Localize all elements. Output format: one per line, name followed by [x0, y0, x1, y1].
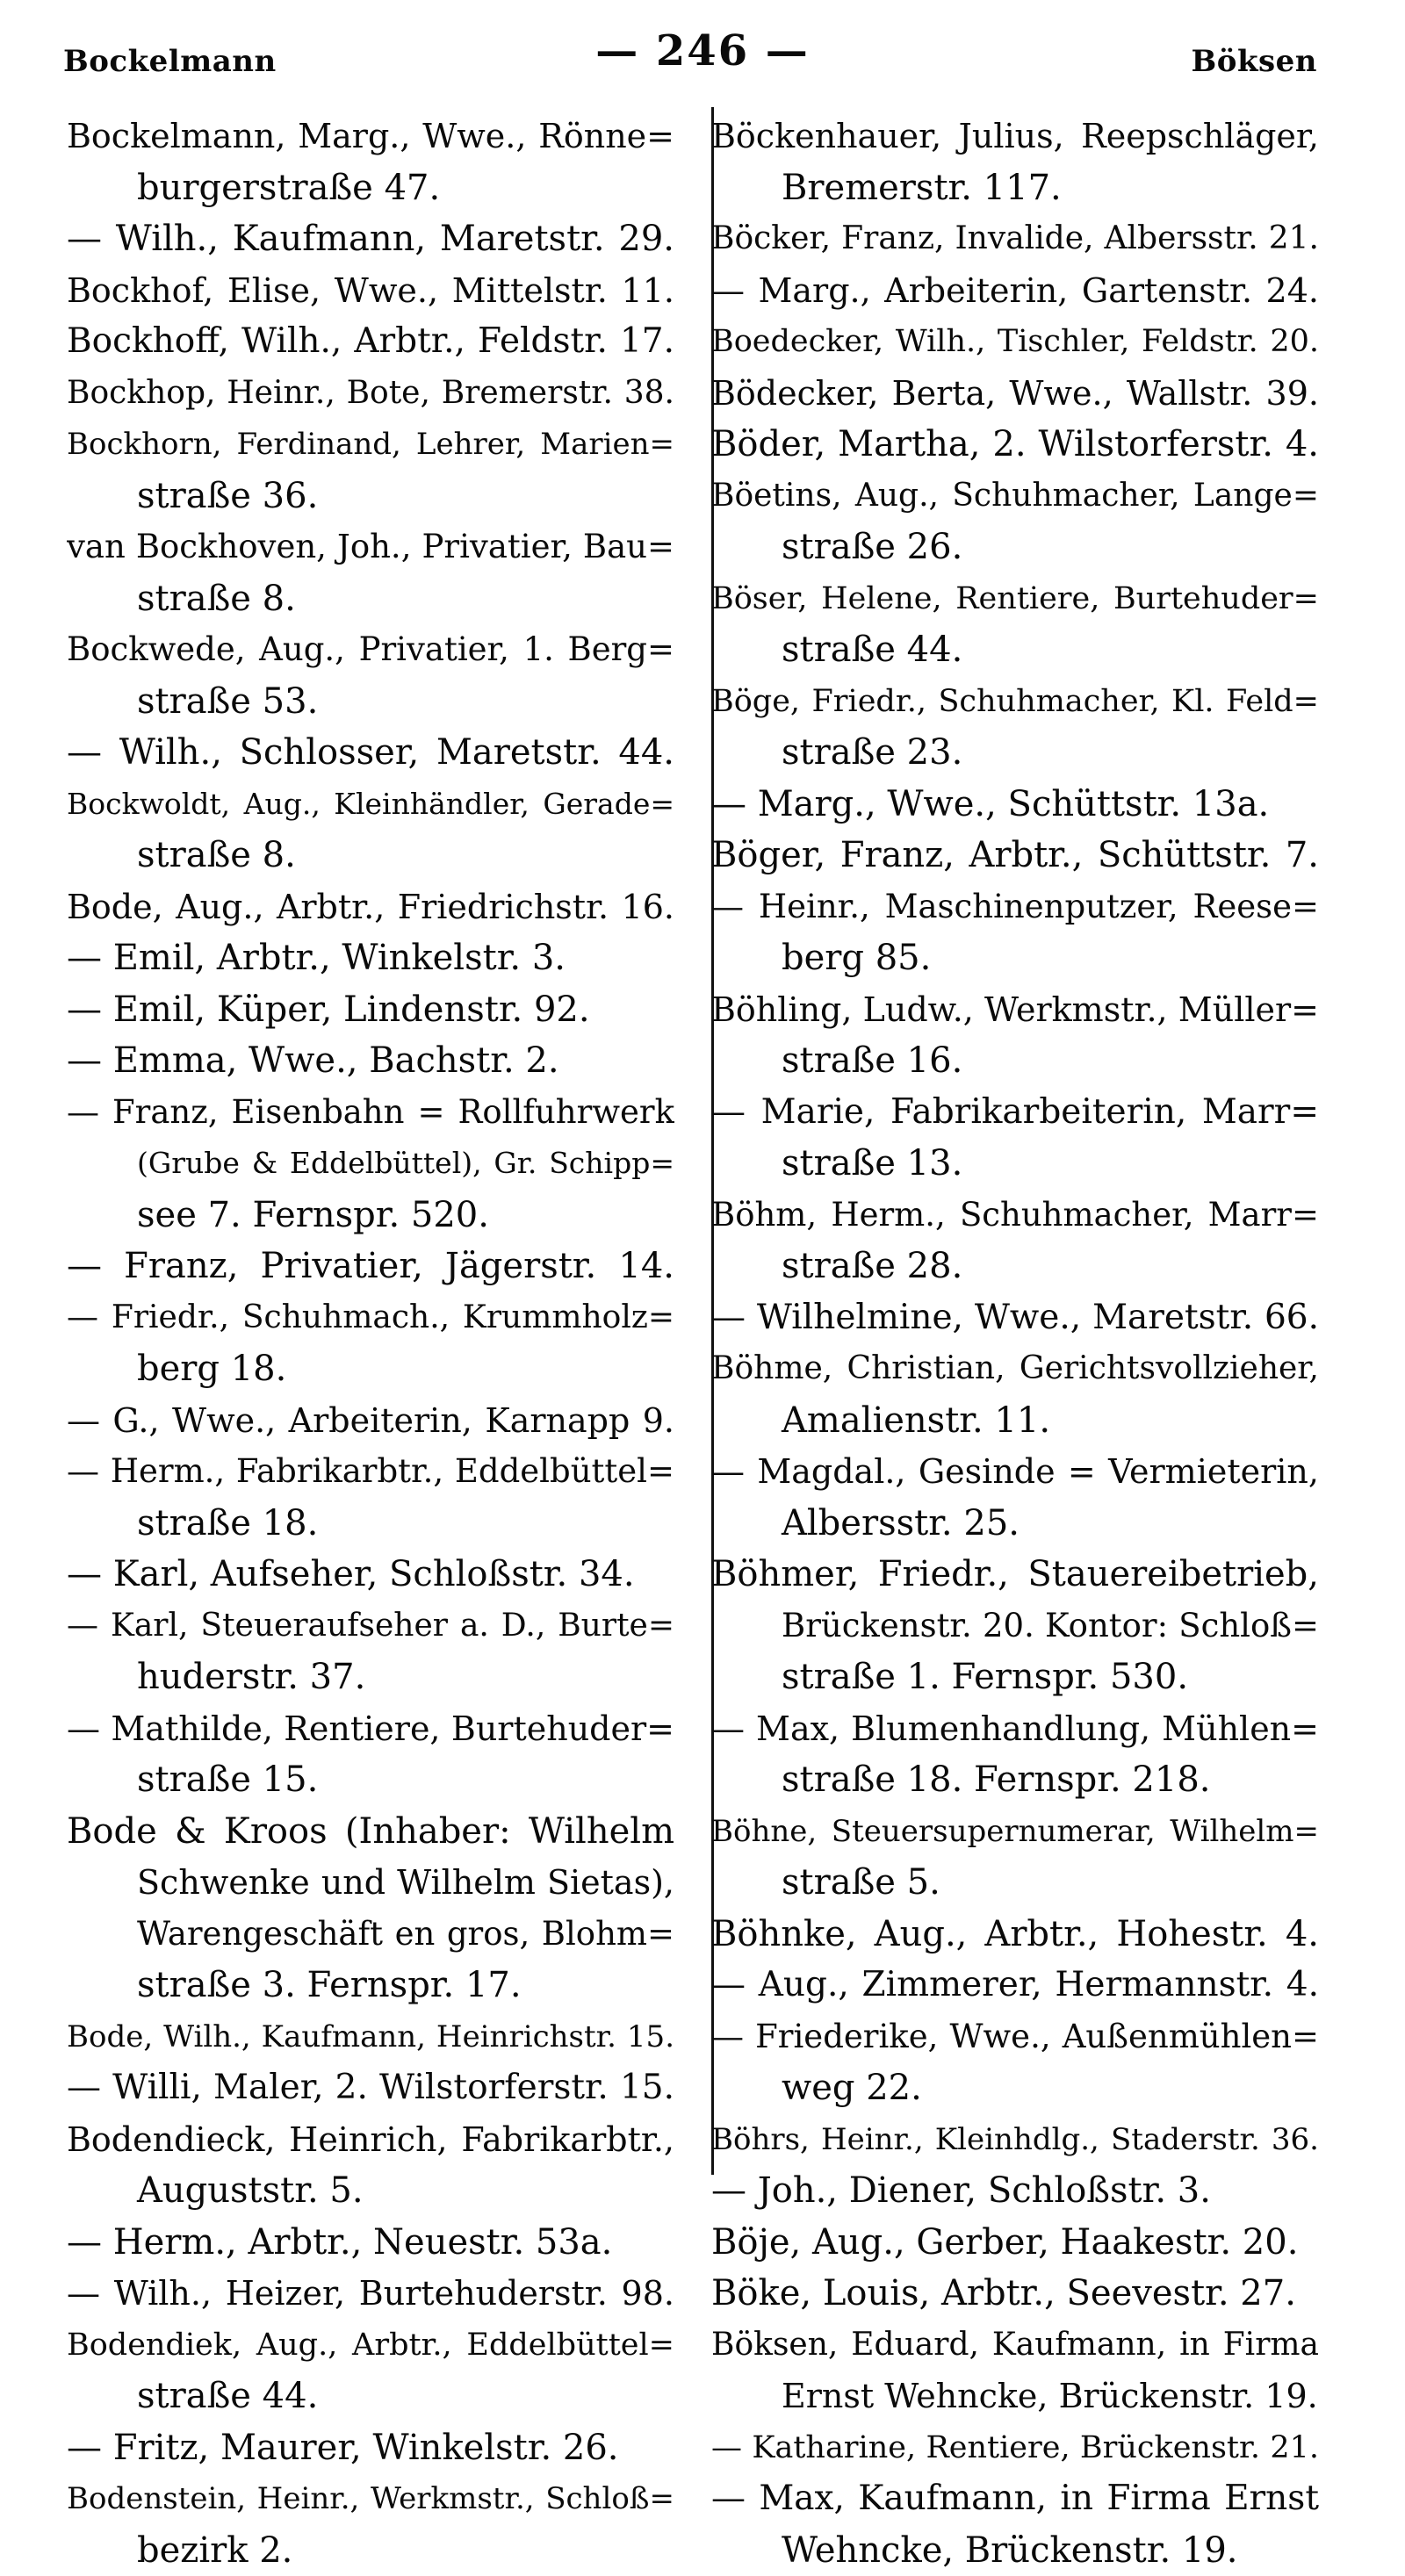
directory-entry-line: — Joh., Diener, Schloßstr. 3.: [711, 2165, 1319, 2217]
directory-entry-line: straße 13.: [711, 1138, 1319, 1190]
page-number: — 246 —: [0, 26, 1405, 76]
directory-entry-line: — Friedr., Schuhmach., Krummholz=: [67, 1292, 674, 1344]
directory-entry-line: — Marie, Fabrikarbeiterin, Marr=: [711, 1087, 1319, 1139]
directory-entry-line: straße 28.: [711, 1241, 1319, 1292]
directory-entry-line: — Emma, Wwe., Bachstr. 2.: [67, 1035, 674, 1087]
directory-entry-line: Ernst Wehncke, Brückenstr. 19.: [711, 2371, 1319, 2422]
directory-entry-line: — Herm., Arbtr., Neuestr. 53a.: [67, 2217, 674, 2269]
directory-entry-line: straße 18.: [67, 1498, 674, 1550]
directory-entry-line: Wehncke, Brückenstr. 19.: [711, 2525, 1319, 2576]
directory-entry-line: straße 44.: [67, 2371, 674, 2422]
directory-entry-line: weg 22.: [711, 2062, 1319, 2114]
directory-entry-line: straße 53.: [67, 676, 674, 728]
directory-entry-line: — Mathilde, Rentiere, Burtehuder=: [67, 1703, 674, 1755]
directory-entry-line: straße 18. Fernspr. 218.: [711, 1754, 1319, 1806]
directory-entry-line: Bode, Aug., Arbtr., Friedrichstr. 16.: [67, 881, 674, 933]
directory-entry-line: Bode & Kroos (Inhaber: Wilhelm: [67, 1806, 674, 1858]
directory-entry-line: Böhme, Christian, Gerichtsvollzieher,: [711, 1343, 1319, 1395]
directory-entry-line: Bockhof, Elise, Wwe., Mittelstr. 11.: [67, 265, 674, 317]
directory-entry-line: straße 36.: [67, 471, 674, 522]
directory-entry-line: — Fritz, Maurer, Winkelstr. 26.: [67, 2422, 674, 2474]
directory-entry-line: (Grube & Eddelbüttel), Gr. Schipp=: [67, 1138, 674, 1190]
right-column: [711, 111, 1319, 2576]
directory-entry-line: — Franz, Eisenbahn = Rollfuhrwerk: [67, 1087, 674, 1139]
directory-entry-line: — Wilh., Heizer, Burtehuderstr. 98.: [67, 2268, 674, 2320]
directory-entry-line: straße 8.: [67, 573, 674, 625]
directory-entry-line: Bockhoff, Wilh., Arbtr., Feldstr. 17.: [67, 316, 674, 368]
directory-entry-line: straße 16.: [711, 1035, 1319, 1087]
left-column: [67, 111, 674, 2576]
directory-entry-line: — Willi, Maler, 2. Wilstorferstr. 15.: [67, 2062, 674, 2114]
directory-entry-line: Böhmer, Friedr., Stauereibetrieb,: [711, 1549, 1319, 1601]
directory-entry-line: Bodendiek, Aug., Arbtr., Eddelbüttel=: [67, 2320, 674, 2371]
directory-entry-line: — Friederike, Wwe., Außenmühlen=: [711, 2011, 1319, 2063]
directory-entry-line: Böje, Aug., Gerber, Haakestr. 20.: [711, 2217, 1319, 2269]
directory-entry-line: straße 15.: [67, 1754, 674, 1806]
directory-entry-line: straße 3. Fernspr. 17.: [67, 1960, 674, 2011]
directory-entry-line: — Max, Kaufmann, in Firma Ernst: [711, 2473, 1319, 2525]
directory-entry-line: — Marg., Arbeiterin, Gartenstr. 24.: [711, 265, 1319, 317]
directory-entry-line: Bode, Wilh., Kaufmann, Heinrichstr. 15.: [67, 2011, 674, 2063]
directory-entry-line: straße 5.: [711, 1857, 1319, 1909]
running-header-left: Bockelmann: [63, 44, 277, 79]
directory-entry-line: — G., Wwe., Arbeiterin, Karnapp 9.: [67, 1395, 674, 1447]
directory-entry-line: Brückenstr. 20. Kontor: Schloß=: [711, 1601, 1319, 1652]
directory-entry-line: Böcker, Franz, Invalide, Albersstr. 21.: [711, 213, 1319, 265]
directory-entry-line: berg 18.: [67, 1343, 674, 1395]
directory-entry-line: Boedecker, Wilh., Tischler, Feldstr. 20.: [711, 316, 1319, 368]
directory-entry-line: van Bockhoven, Joh., Privatier, Bau=: [67, 522, 674, 573]
directory-entry-line: — Emil, Küper, Lindenstr. 92.: [67, 984, 674, 1036]
directory-entry-line: Böhne, Steuersupernumerar, Wilhelm=: [711, 1806, 1319, 1858]
directory-entry-line: — Wilhelmine, Wwe., Maretstr. 66.: [711, 1292, 1319, 1344]
directory-entry-line: Böser, Helene, Rentiere, Burtehuder=: [711, 573, 1319, 625]
directory-entry-line: — Franz, Privatier, Jägerstr. 14.: [67, 1241, 674, 1292]
directory-entry-line: — Marg., Wwe., Schüttstr. 13a.: [711, 779, 1319, 831]
directory-entry-line: Böger, Franz, Arbtr., Schüttstr. 7.: [711, 830, 1319, 881]
directory-entry-line: — Karl, Steueraufseher a. D., Burte=: [67, 1601, 674, 1652]
directory-entry-line: Bockwede, Aug., Privatier, 1. Berg=: [67, 624, 674, 676]
directory-entry-line: Böke, Louis, Arbtr., Seevestr. 27.: [711, 2268, 1319, 2320]
directory-entry-line: — Wilh., Kaufmann, Maretstr. 29.: [67, 213, 674, 265]
directory-entry-line: burgerstraße 47.: [67, 162, 674, 214]
directory-entry-line: straße 8.: [67, 830, 674, 881]
directory-entry-line: Bremerstr. 117.: [711, 162, 1319, 214]
directory-entry-line: Bockhop, Heinr., Bote, Bremerstr. 38.: [67, 368, 674, 420]
directory-entry-line: Bockhorn, Ferdinand, Lehrer, Marien=: [67, 419, 674, 471]
directory-entry-line: Warengeschäft en gros, Blohm=: [67, 1909, 674, 1961]
directory-entry-line: huderstr. 37.: [67, 1651, 674, 1703]
directory-entry-line: Böhrs, Heinr., Kleinhdlg., Staderstr. 36.: [711, 2114, 1319, 2166]
directory-entry-line: — Heinr., Maschinenputzer, Reese=: [711, 881, 1319, 933]
directory-entry-line: Bodendieck, Heinrich, Fabrikarbtr.,: [67, 2114, 674, 2166]
directory-entry-line: berg 85.: [711, 932, 1319, 984]
directory-entry-line: Albersstr. 25.: [711, 1498, 1319, 1550]
directory-entry-line: Böhm, Herm., Schuhmacher, Marr=: [711, 1190, 1319, 1241]
directory-entry-line: Amalienstr. 11.: [711, 1395, 1319, 1447]
directory-entry-line: Böksen, Eduard, Kaufmann, in Firma: [711, 2320, 1319, 2371]
directory-entry-line: Bödecker, Berta, Wwe., Wallstr. 39.: [711, 368, 1319, 420]
directory-entry-line: — Magdal., Gesinde = Vermieterin,: [711, 1446, 1319, 1498]
directory-entry-line: — Aug., Zimmerer, Hermannstr. 4.: [711, 1960, 1319, 2011]
directory-entry-line: straße 26.: [711, 522, 1319, 573]
directory-entry-line: — Wilh., Schlosser, Maretstr. 44.: [67, 727, 674, 779]
directory-entry-line: straße 23.: [711, 727, 1319, 779]
directory-entry-line: Böckenhauer, Julius, Reepschläger,: [711, 111, 1319, 162]
directory-entry-line: straße 1. Fernspr. 530.: [711, 1651, 1319, 1703]
directory-entry-line: — Katharine, Rentiere, Brückenstr. 21.: [711, 2422, 1319, 2474]
directory-entry-line: Schwenke und Wilhelm Sietas),: [67, 1857, 674, 1909]
directory-entry-line: see 7. Fernspr. 520.: [67, 1190, 674, 1241]
directory-entry-line: Böge, Friedr., Schuhmacher, Kl. Feld=: [711, 676, 1319, 728]
directory-entry-line: Bockelmann, Marg., Wwe., Rönne=: [67, 111, 674, 162]
directory-entry-line: Böder, Martha, 2. Wilstorferstr. 4.: [711, 419, 1319, 471]
directory-entry-line: bezirk 2.: [67, 2525, 674, 2576]
directory-entry-line: Böetins, Aug., Schuhmacher, Lange=: [711, 471, 1319, 522]
directory-entry-line: — Max, Blumenhandlung, Mühlen=: [711, 1703, 1319, 1755]
directory-entry-line: Böhnke, Aug., Arbtr., Hohestr. 4.: [711, 1909, 1319, 1961]
directory-entry-line: Bodenstein, Heinr., Werkmstr., Schloß=: [67, 2473, 674, 2525]
directory-entry-line: Bockwoldt, Aug., Kleinhändler, Gerade=: [67, 779, 674, 831]
directory-entry-line: straße 44.: [711, 624, 1319, 676]
directory-entry-line: — Karl, Aufseher, Schloßstr. 34.: [67, 1549, 674, 1601]
directory-entry-line: — Herm., Fabrikarbtr., Eddelbüttel=: [67, 1446, 674, 1498]
directory-entry-line: Böhling, Ludw., Werkmstr., Müller=: [711, 984, 1319, 1036]
directory-entry-line: Auguststr. 5.: [67, 2165, 674, 2217]
directory-entry-line: — Emil, Arbtr., Winkelstr. 3.: [67, 932, 674, 984]
running-header-right: Böksen: [1192, 44, 1317, 79]
